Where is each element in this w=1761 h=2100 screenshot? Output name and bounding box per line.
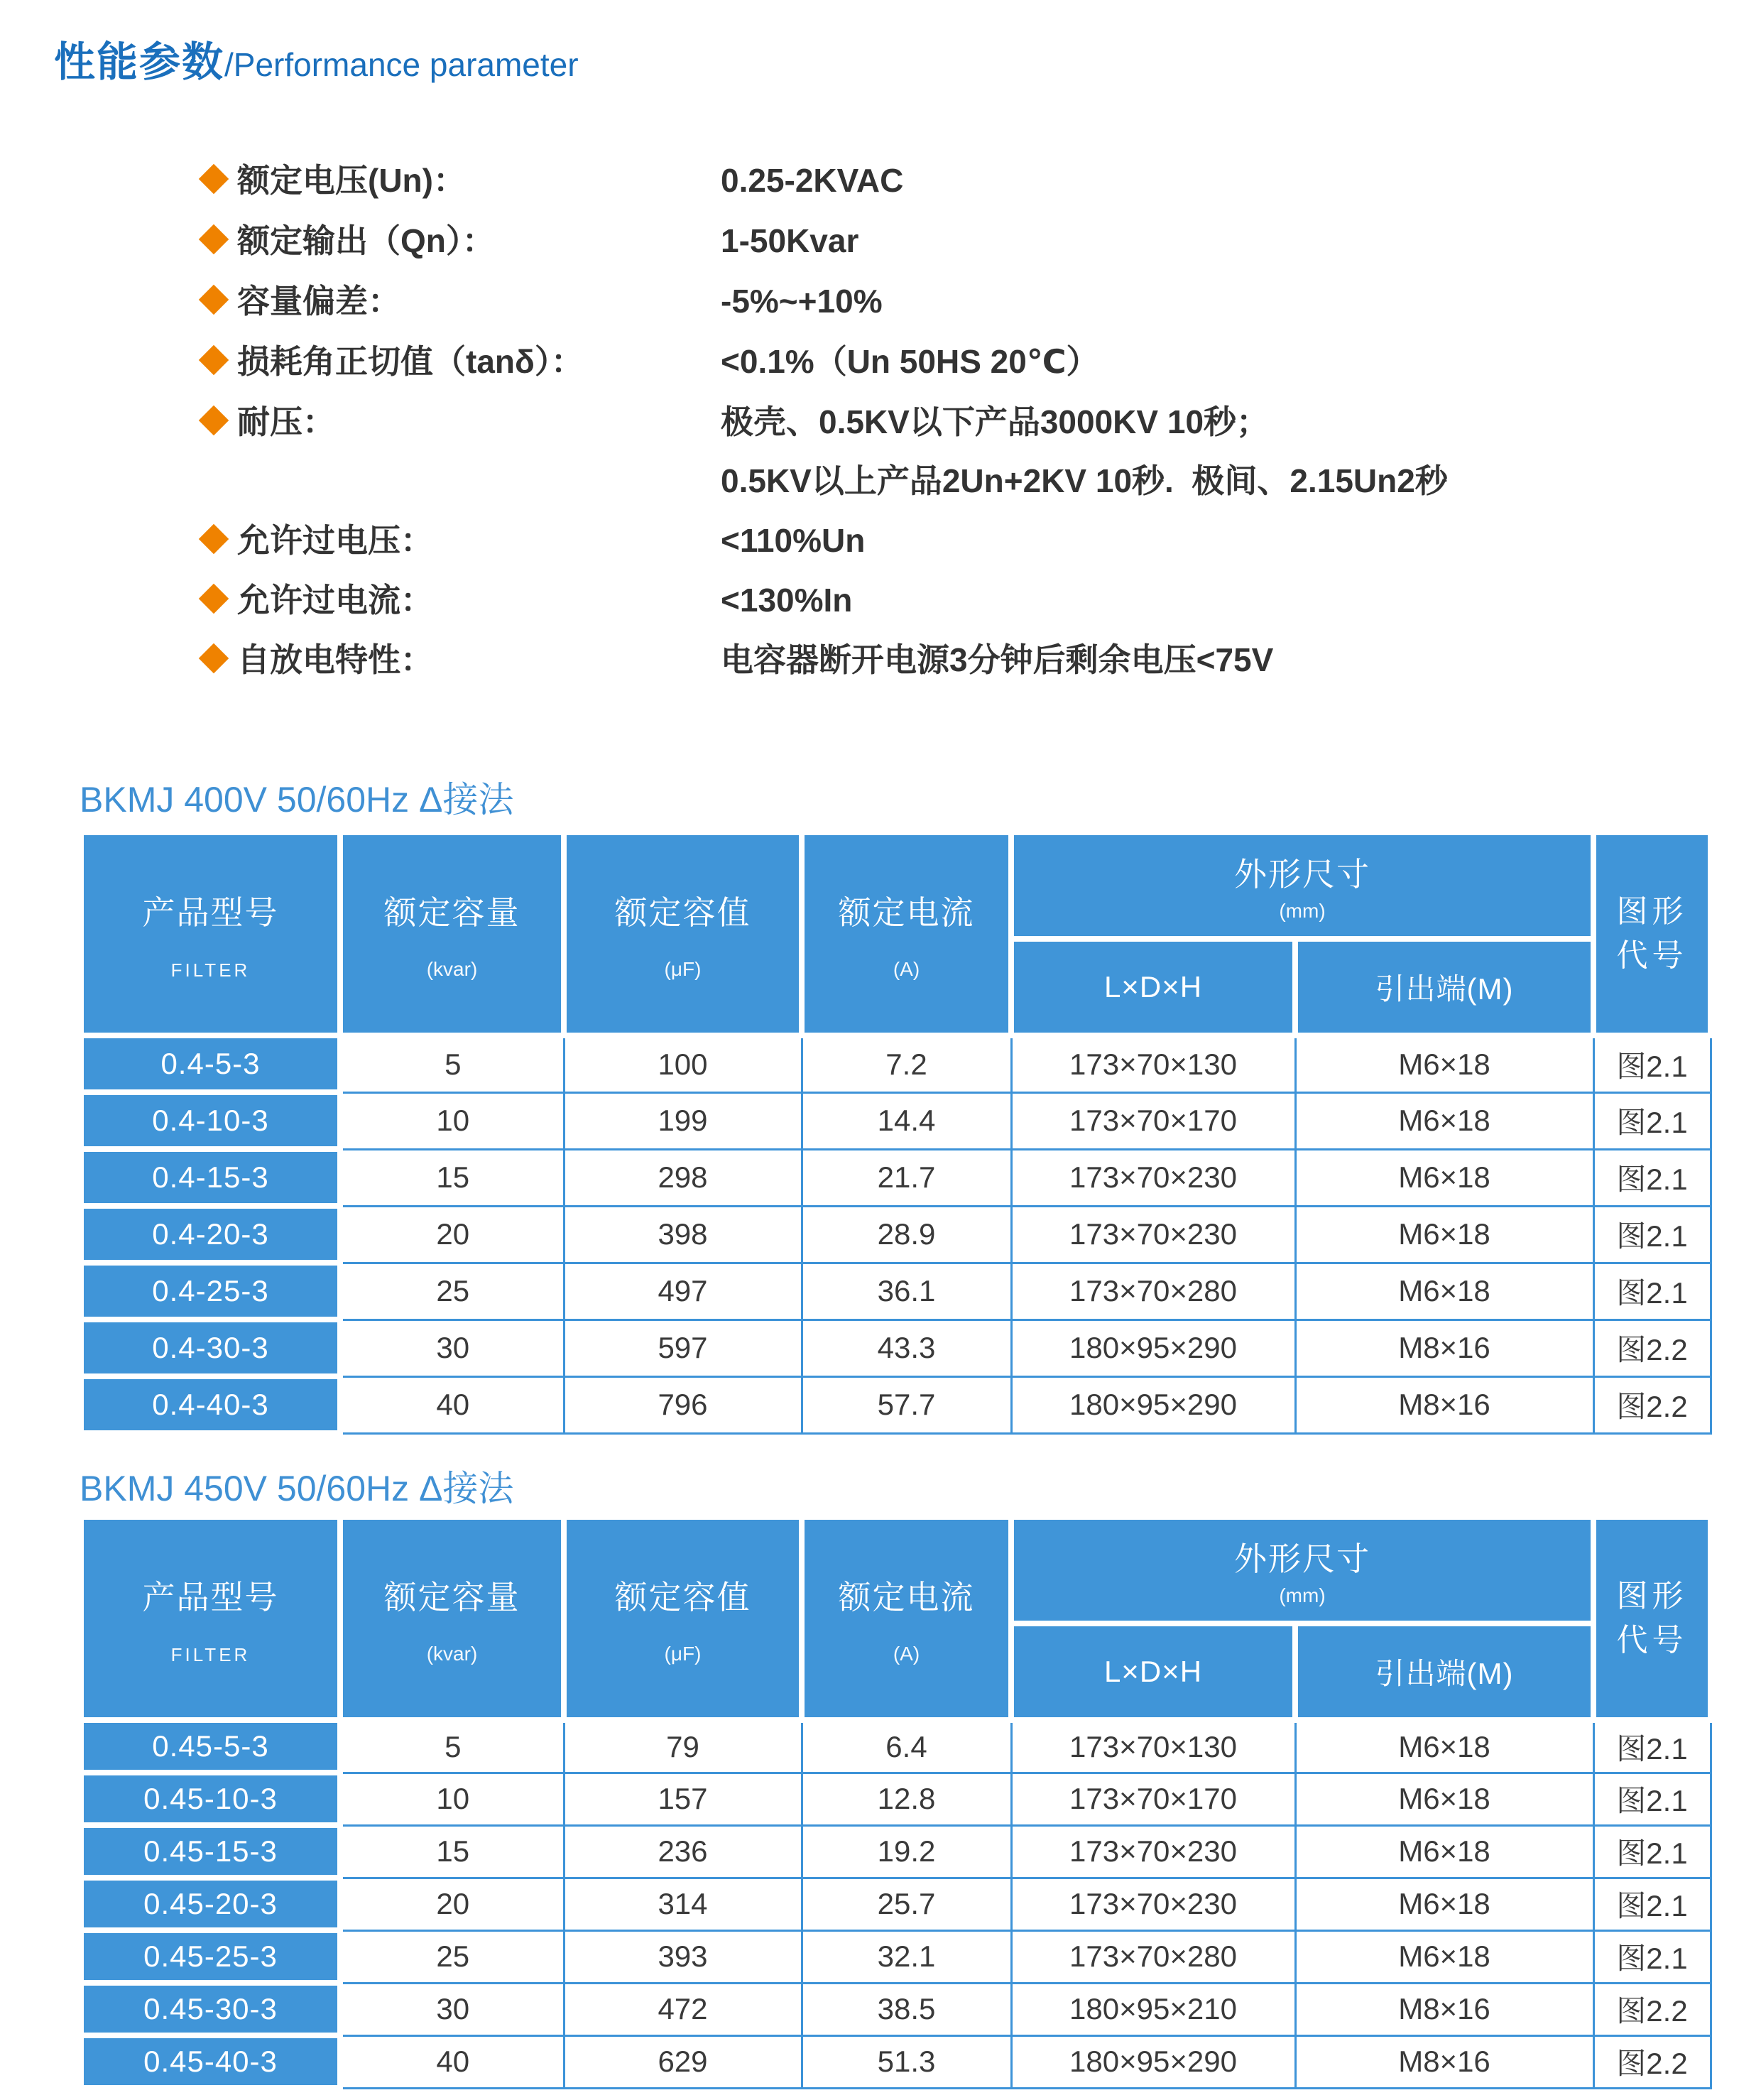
value-cell: 173×70×230 [1011, 1206, 1295, 1263]
diamond-bullet-icon [199, 285, 229, 315]
value-cell: 图2.1 [1593, 1930, 1711, 1983]
value-cell: 30 [340, 1320, 564, 1376]
diamond-bullet-icon [199, 345, 229, 375]
product-model-cell: 0.4-40-3 [81, 1376, 340, 1433]
spec-item-rated-voltage [0, 161, 1761, 205]
value-cell: M6×18 [1295, 1720, 1593, 1773]
table-header [81, 832, 1711, 1035]
header-rated-current [802, 1517, 1011, 1720]
value-cell: 173×70×230 [1011, 1878, 1295, 1930]
header-dimensions-unit: (mm) [1279, 1584, 1326, 1606]
diamond-bullet-icon [199, 406, 229, 435]
value-cell: 40 [340, 1376, 564, 1433]
section-title-450v: BKMJ 450V 50/60Hz Δ接法 [80, 1469, 514, 1508]
value-cell: M8×16 [1295, 1983, 1593, 2035]
value-cell: 图2.2 [1593, 1320, 1711, 1376]
spec-item-withstand-voltage [0, 402, 1761, 446]
value-cell: 173×70×130 [1011, 1035, 1295, 1092]
table-row [81, 1092, 1711, 1149]
header-figure-code-line2: 代号 [1616, 1623, 1688, 1658]
value-cell: 100 [564, 1035, 802, 1092]
header-figure-code [1593, 1517, 1711, 1720]
header-rated-capacity-zh: 额定容量 [383, 1579, 520, 1616]
product-model-cell: 0.45-15-3 [81, 1825, 340, 1878]
table-row [81, 1035, 1711, 1092]
header-rated-current-zh: 额定电流 [838, 894, 975, 931]
spec-label: 损耗角正切值（tanδ）： [237, 343, 584, 380]
header-rated-capacity-zh: 额定容量 [383, 894, 520, 931]
header-product-model-en: FILTER [170, 959, 251, 981]
value-cell: 173×70×280 [1011, 1930, 1295, 1983]
value-cell: 图2.1 [1593, 1206, 1711, 1263]
diamond-bullet-icon [199, 584, 229, 614]
value-cell: 10 [340, 1092, 564, 1149]
header-lxdxh: L×D×H [1011, 939, 1295, 1035]
value-cell: M6×18 [1295, 1149, 1593, 1206]
value-cell: 173×70×280 [1011, 1263, 1295, 1320]
spec-label: 容量偏差： [237, 283, 400, 320]
value-cell: 597 [564, 1320, 802, 1376]
value-cell: 25 [340, 1263, 564, 1320]
spec-item-overvoltage [0, 521, 1761, 565]
table-bkmj-400v [78, 829, 1713, 1436]
value-cell: 314 [564, 1878, 802, 1930]
diamond-bullet-icon [199, 524, 229, 554]
product-model-cell: 0.4-10-3 [81, 1092, 340, 1149]
value-cell: 57.7 [802, 1376, 1011, 1433]
value-cell: M6×18 [1295, 1092, 1593, 1149]
product-model-cell: 0.45-30-3 [81, 1983, 340, 2035]
spec-value: 极壳、0.5KV以下产品3000KV 10秒； [721, 403, 1270, 440]
table-row [81, 1263, 1711, 1320]
header-lxdxh: L×D×H [1011, 1623, 1295, 1720]
value-cell: 7.2 [802, 1035, 1011, 1092]
spec-label: 额定电压(Un)： [237, 162, 466, 199]
page-title-en: /Performance parameter [224, 46, 579, 83]
value-cell: 20 [340, 1878, 564, 1930]
value-cell: 15 [340, 1149, 564, 1206]
value-cell: 38.5 [802, 1983, 1011, 2035]
spec-label: 允许过电压： [237, 522, 433, 559]
product-model-cell: 0.45-10-3 [81, 1773, 340, 1825]
value-cell: 173×70×230 [1011, 1825, 1295, 1878]
value-cell: 5 [340, 1720, 564, 1773]
header-terminal: 引出端(M) [1295, 1623, 1593, 1720]
value-cell: 图2.1 [1593, 1149, 1711, 1206]
table-row [81, 1773, 1711, 1825]
value-cell: 157 [564, 1773, 802, 1825]
value-cell: M6×18 [1295, 1825, 1593, 1878]
value-cell: M6×18 [1295, 1035, 1593, 1092]
spec-value: 0.25-2KVAC [721, 162, 904, 199]
value-cell: 19.2 [802, 1825, 1011, 1878]
value-cell: 199 [564, 1092, 802, 1149]
product-model-cell: 0.4-5-3 [81, 1035, 340, 1092]
header-rated-capacitance [564, 832, 802, 1035]
table-row [81, 1149, 1711, 1206]
spec-item-overcurrent [0, 580, 1761, 624]
spec-value-continued: 0.5KV以上产品2Un+2KV 10秒. 极间、2.15Un2秒 [721, 462, 1448, 499]
header-dimensions [1011, 1517, 1593, 1623]
value-cell: 10 [340, 1773, 564, 1825]
value-cell: 21.7 [802, 1149, 1011, 1206]
spec-value: -5%~+10% [721, 283, 883, 320]
spec-item-tan-delta [0, 342, 1761, 386]
table-row [81, 1825, 1711, 1878]
table-row [81, 1206, 1711, 1263]
value-cell: M8×16 [1295, 1376, 1593, 1433]
value-cell: 25.7 [802, 1878, 1011, 1930]
value-cell: 398 [564, 1206, 802, 1263]
table-body-400v [81, 1035, 1711, 1433]
header-product-model-en: FILTER [170, 1643, 251, 1665]
value-cell: 25 [340, 1930, 564, 1983]
value-cell: 393 [564, 1930, 802, 1983]
header-rated-current [802, 832, 1011, 1035]
value-cell: 173×70×170 [1011, 1092, 1295, 1149]
spec-item-capacity-tolerance [0, 281, 1761, 325]
header-rated-current-zh: 额定电流 [838, 1579, 975, 1616]
header-product-model-zh: 产品型号 [142, 1578, 279, 1616]
value-cell: 图2.1 [1593, 1825, 1711, 1878]
spec-item-withstand-voltage-line2 [0, 461, 1761, 505]
value-cell: 51.3 [802, 2035, 1011, 2088]
value-cell: M6×18 [1295, 1878, 1593, 1930]
value-cell: 12.8 [802, 1773, 1011, 1825]
table-row [81, 1320, 1711, 1376]
header-rated-capacitance-zh: 额定容值 [614, 894, 751, 931]
value-cell: 36.1 [802, 1263, 1011, 1320]
header-figure-code-line2: 代号 [1616, 938, 1688, 973]
header-figure-code [1593, 832, 1711, 1035]
table-body-450v [81, 1720, 1711, 2088]
value-cell: M6×18 [1295, 1263, 1593, 1320]
header-rated-capacitance-unit: (μF) [664, 958, 702, 980]
header-rated-capacity-unit: (kvar) [426, 958, 478, 980]
page-title-zh: 性能参数 [54, 39, 225, 85]
value-cell: 图2.2 [1593, 1376, 1711, 1433]
product-model-cell: 0.45-25-3 [81, 1930, 340, 1983]
value-cell: 图2.1 [1593, 1035, 1711, 1092]
diamond-bullet-icon [199, 224, 229, 254]
header-rated-capacitance-unit: (μF) [664, 1643, 702, 1665]
spec-label: 自放电特性： [237, 641, 433, 678]
spec-value: <0.1%（Un 50HS 20℃） [721, 343, 1099, 380]
value-cell: 15 [340, 1825, 564, 1878]
header-rated-capacity [340, 832, 564, 1035]
table-row [81, 1983, 1711, 2035]
value-cell: 20 [340, 1206, 564, 1263]
value-cell: M8×16 [1295, 2035, 1593, 2088]
table-row [81, 1878, 1711, 1930]
value-cell: 472 [564, 1983, 802, 2035]
header-product-model [81, 1517, 340, 1720]
value-cell: 32.1 [802, 1930, 1011, 1983]
value-cell: 40 [340, 2035, 564, 2088]
value-cell: 173×70×170 [1011, 1773, 1295, 1825]
product-model-cell: 0.4-25-3 [81, 1263, 340, 1320]
header-rated-capacity [340, 1517, 564, 1720]
spec-value: 1-50Kvar [721, 222, 859, 259]
value-cell: 图2.1 [1593, 1263, 1711, 1320]
value-cell: 180×95×290 [1011, 1320, 1295, 1376]
spec-item-rated-output [0, 221, 1761, 265]
spec-item-self-discharge [0, 640, 1761, 684]
value-cell: 图2.1 [1593, 1773, 1711, 1825]
product-model-cell: 0.45-5-3 [81, 1720, 340, 1773]
value-cell: 497 [564, 1263, 802, 1320]
header-rated-capacity-unit: (kvar) [426, 1643, 478, 1665]
header-rated-capacitance [564, 1517, 802, 1720]
spec-label: 允许过电流： [237, 582, 433, 619]
header-rated-current-unit: (A) [893, 1643, 920, 1665]
table-row [81, 1720, 1711, 1773]
header-product-model [81, 832, 340, 1035]
header-figure-code-line1: 图形 [1616, 1579, 1688, 1614]
value-cell: 图2.2 [1593, 2035, 1711, 2088]
value-cell: M8×16 [1295, 1320, 1593, 1376]
diamond-bullet-icon [199, 164, 229, 194]
value-cell: M6×18 [1295, 1206, 1593, 1263]
value-cell: 180×95×290 [1011, 2035, 1295, 2088]
value-cell: 180×95×290 [1011, 1376, 1295, 1433]
spec-label: 额定输出（Qn）： [237, 222, 495, 259]
value-cell: 图2.1 [1593, 1092, 1711, 1149]
product-model-cell: 0.4-15-3 [81, 1149, 340, 1206]
table-row [81, 2035, 1711, 2088]
header-dimensions-unit: (mm) [1279, 900, 1326, 922]
value-cell: 79 [564, 1720, 802, 1773]
value-cell: 173×70×230 [1011, 1149, 1295, 1206]
header-product-model-zh: 产品型号 [142, 893, 279, 931]
table-row [81, 1930, 1711, 1983]
value-cell: 6.4 [802, 1720, 1011, 1773]
value-cell: 14.4 [802, 1092, 1011, 1149]
header-dimensions [1011, 832, 1593, 939]
value-cell: M6×18 [1295, 1773, 1593, 1825]
value-cell: 180×95×210 [1011, 1983, 1295, 2035]
page-title [54, 28, 579, 88]
value-cell: 图2.1 [1593, 1878, 1711, 1930]
value-cell: 图2.1 [1593, 1720, 1711, 1773]
value-cell: 173×70×130 [1011, 1720, 1295, 1773]
table-bkmj-450v [78, 1514, 1713, 2091]
section-title-400v: BKMJ 400V 50/60Hz Δ接法 [80, 780, 514, 820]
value-cell: 629 [564, 2035, 802, 2088]
spec-value: 电容器断开电源3分钟后剩余电压<75V [721, 641, 1274, 678]
value-cell: 43.3 [802, 1320, 1011, 1376]
value-cell: 298 [564, 1149, 802, 1206]
table-header [81, 1517, 1711, 1720]
product-model-cell: 0.4-20-3 [81, 1206, 340, 1263]
diamond-bullet-icon [199, 643, 229, 673]
product-model-cell: 0.45-20-3 [81, 1878, 340, 1930]
value-cell: 5 [340, 1035, 564, 1092]
value-cell: 236 [564, 1825, 802, 1878]
header-terminal: 引出端(M) [1295, 939, 1593, 1035]
value-cell: 30 [340, 1983, 564, 2035]
product-model-cell: 0.4-30-3 [81, 1320, 340, 1376]
value-cell: 图2.2 [1593, 1983, 1711, 2035]
spec-value: <110%Un [721, 522, 866, 559]
header-rated-capacitance-zh: 额定容值 [614, 1579, 751, 1616]
value-cell: M6×18 [1295, 1930, 1593, 1983]
spec-value: <130%In [721, 582, 853, 619]
header-rated-current-unit: (A) [893, 958, 920, 980]
table-row [81, 1376, 1711, 1433]
value-cell: 796 [564, 1376, 802, 1433]
header-dimensions-zh: 外形尺寸 [1234, 1540, 1370, 1577]
spec-label: 耐压： [237, 403, 335, 440]
value-cell: 28.9 [802, 1206, 1011, 1263]
header-dimensions-zh: 外形尺寸 [1234, 856, 1370, 893]
header-figure-code-line1: 图形 [1616, 894, 1688, 929]
product-model-cell: 0.45-40-3 [81, 2035, 340, 2088]
